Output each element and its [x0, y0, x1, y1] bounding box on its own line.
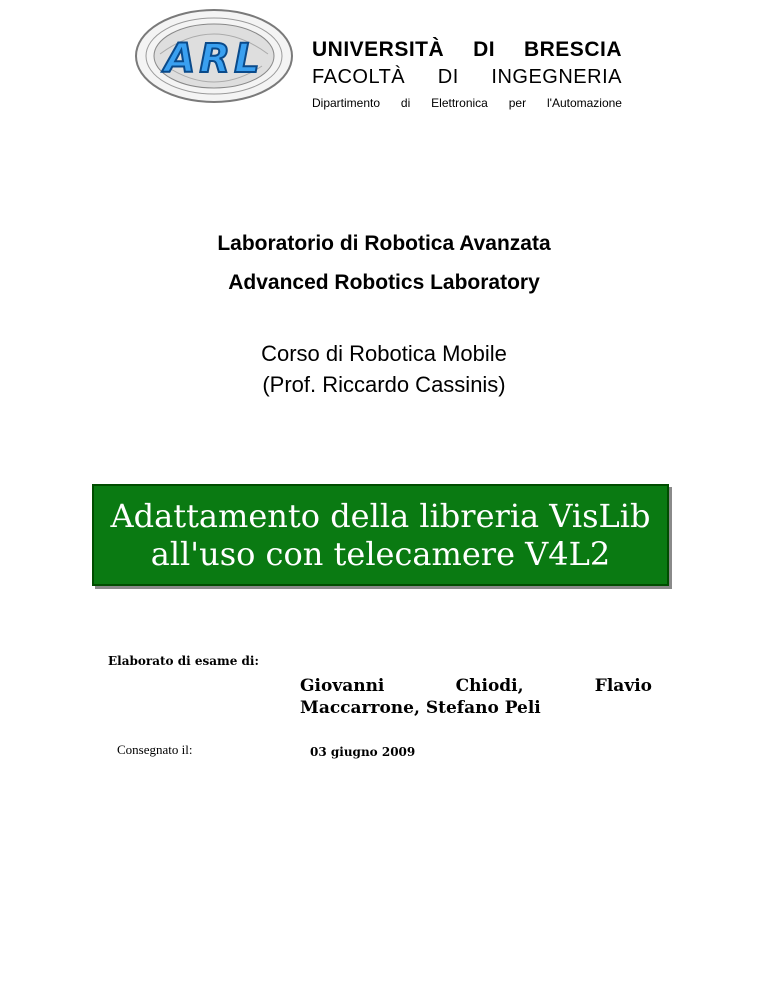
- faculty-word: DI: [437, 66, 459, 88]
- exam-work-label: Elaborato di esame di:: [108, 654, 259, 668]
- submission-date-label: Consegnato il:: [117, 742, 193, 757]
- department-word: l'Automazione: [546, 96, 622, 110]
- authors-line1: [300, 675, 652, 697]
- author-word: Flavio: [594, 676, 652, 696]
- arl-logo: [130, 4, 298, 104]
- university-header: [312, 38, 622, 110]
- document-title-line1: Adattamento della libreria VisLib: [110, 497, 651, 535]
- course-name: Corso di Robotica Mobile: [261, 341, 507, 366]
- department-name: [312, 96, 622, 110]
- university-word: BRESCIA: [523, 38, 622, 61]
- submission-date: 03 giugno 2009: [310, 745, 416, 759]
- arl-letters: [161, 36, 263, 82]
- department-word: Elettronica: [431, 96, 488, 110]
- university-word: UNIVERSITÀ: [312, 38, 445, 61]
- arl-seal-logo: [130, 4, 298, 104]
- authors-line2: Maccarrone, Stefano Peli: [300, 698, 541, 718]
- lab-name-english: Advanced Robotics Laboratory: [228, 271, 540, 294]
- department-word: per: [508, 96, 527, 110]
- svg-text:ARL: ARL: [164, 36, 264, 82]
- university-name: [312, 38, 622, 62]
- department-word: Dipartimento: [312, 96, 381, 110]
- university-word: DI: [473, 38, 496, 61]
- course-professor: (Prof. Riccardo Cassinis): [262, 372, 506, 397]
- department-word: di: [400, 96, 411, 110]
- author-word: Giovanni: [300, 676, 385, 696]
- authors: [300, 675, 652, 719]
- faculty-name: [312, 66, 622, 89]
- lab-name-italian: Laboratorio di Robotica Avanzata: [217, 232, 551, 255]
- document-title-box: [92, 484, 669, 586]
- faculty-word: INGEGNERIA: [491, 66, 622, 88]
- author-word: Chiodi,: [455, 676, 524, 696]
- faculty-word: FACOLTÀ: [312, 66, 406, 88]
- document-title-line2: all'uso con telecamere V4L2: [150, 535, 611, 573]
